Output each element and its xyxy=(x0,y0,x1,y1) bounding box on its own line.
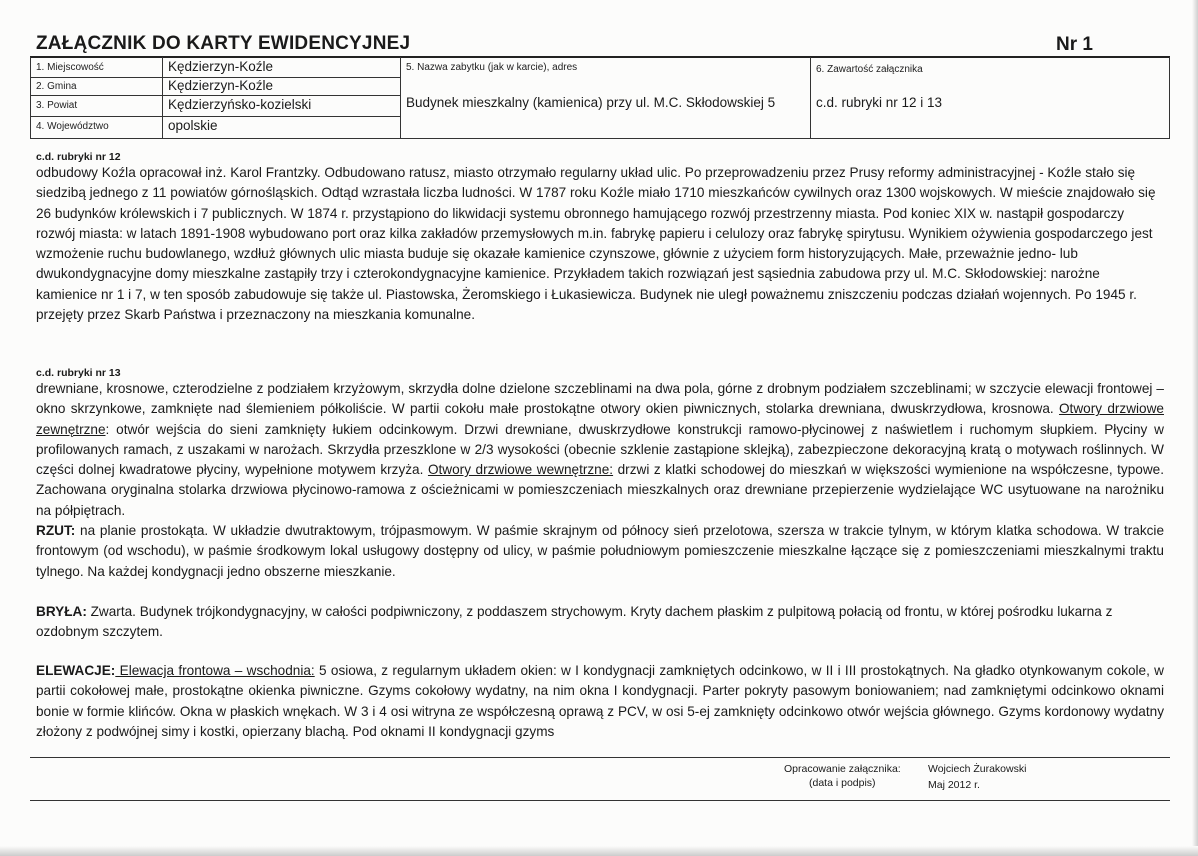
section-12-text: odbudowy Koźla opracował inż. Karol Frantzky. Odbudowano ratusz, miasto otrzymało regularny układ ulic. Po przeprowadzeniu przez Prusy reformy administracyjnej - Koźle stało się siedzibą jednego z 11 powiatów górnośląskich. Odtąd wzrastała liczba ludności. W 1787 roku Koźle miało 1710 mieszkańców cywilnych oraz 1300 wojskowych. W mieście znajdowało się 26 budynków królewskich i 7 publicznych. W 1874 r. przystąpiono do likwidacji systemu obronnego hamującego rozwój przestrzenny miasta. Pod koniec XIX w. nastąpił gospodarczy rozwój miasta: w latach 1891-1908 wybudowano port oraz kilka zakładów przemysłowych m.in. fabrykę papieru i celulozy oraz fabrykę spirytusu. Wynikiem ożywienia gospodarczego jest wzmożenie ruchu budowlanego, wzdłuż głównych ulic miasta buduje się okazałe kamienice czynszowe, głównie z użyciem form historyzujących. Małe, przeważnie jedno- lub dwukondygnacyjne domy mieszkalne zastąpiły trzy i czterokondygnacyjne kamienice. Przykładem takich rozwiązań jest sąsiednia zabudowa przy ul. M.C. Skłodowskiej: narożne kamienice nr 1 i 7, w ten sposób zabudowuje się także ul. Piastowska, Żeromskiego i Łukasiewicza. Budynek nie uległ poważnemu zniszczeniu podczas działań wojennych. Po 1945 r. przejęty przez Skarb Państwa i przeznaczony na mieszkania komunalne. xyxy=(36,165,1156,323)
field-value-locality: Kędzierzyn-Koźle xyxy=(168,59,274,74)
field-label-voivodeship: 4. Województwo xyxy=(36,121,109,132)
grid-row-divider xyxy=(30,116,400,117)
grid-divider xyxy=(810,57,811,138)
external-doors-heading: Otwory drzwiowe zewnętrzne xyxy=(36,401,1164,437)
field-value-commune: Kędzierzyn-Koźle xyxy=(168,78,274,93)
plan-text: na planie prostokąta. W układzie dwutraktowym, trójpasmowym. W paśmie skrajnym od północy sień przelotowa, szersza w trakcie tylnym, w którym klatka schodowa. W trakcie frontowym (od wschodu), w paśmie środkowym lokal usługowy dostępny od ulicy, w paśmie południowym pomieszczenie mieszkalne łączące się z pomieszczeniami mieszkalnymi traktu tylnego. Na każdej kondygnacji jedno obszerne mieszkanie. xyxy=(36,523,1164,579)
contents-label: 6. Zawartość załącznika xyxy=(816,64,923,75)
elevations-heading: ELEWACJE: xyxy=(36,663,116,678)
grid-divider xyxy=(400,57,401,138)
scan-edge-shadow xyxy=(0,846,1198,856)
internal-doors-heading: Otwory drzwiowe wewnętrzne: xyxy=(427,462,614,478)
monument-value: Budynek mieszkalny (kamienica) przy ul. M.C. Skłodowskiej 5 xyxy=(406,95,776,110)
prepared-label: Opracowanie załącznika: xyxy=(784,763,901,775)
massing-text: Zwarta. Budynek trójkondygnacyjny, w całości podpiwniczony, z poddaszem strychowym. Kryty dachem płaskim z pulpitową połacią od frontu, w której pośrodku lukarna z ozdobnym szczytem. xyxy=(36,604,1113,640)
openings-text-a: drewniane, krosnowe, czterodzielne z podziałem krzyżowym, skrzydła dolne dzielone szczeblinami na dwa pola, górne z drobnym podziałem szczeblinami; w szczycie elewacji frontowej – okno skrzynkowe, zamknięte nad ślemieniem półkoliście. W partii cokołu małe prostokątne otwory okien piwnicznych, stolarka drewniana, dwuskrzydłowa, krosnowa. xyxy=(36,381,1164,417)
author-name: Wojciech Żurakowski xyxy=(928,763,1027,775)
footer-bottom-rule xyxy=(30,800,1170,801)
attachment-number: Nr 1 xyxy=(1056,34,1093,55)
openings-text-b: : otwór wejścia do sieni zamknięty łukiem odcinkowym. Drzwi drewniane, dwuskrzydłowe konstrukcji ramowo-płycinowej z naświetlem i ruchomym słupkiem. Płyciny w profilowanych ramach, z uszakami w narożach. Skrzydła przeszklone w 2/3 wysokości (obecnie szklenie zastąpione sklejką), zabezpieczone dekoracyjną kratą o motywach roślinnych. W części dolnej kwadratowe płyciny, wypełnione motywem krzyża. xyxy=(36,421,1164,478)
footer-rule xyxy=(30,757,1170,758)
massing-heading: BRYŁA: xyxy=(36,604,87,619)
grid-row-divider xyxy=(30,95,400,96)
section-13-openings xyxy=(36,379,1164,582)
date-signature-label: (data i podpis) xyxy=(809,777,876,789)
section-13-heading: c.d. rubryki nr 13 xyxy=(36,367,121,379)
field-label-locality: 1. Miejscowość xyxy=(36,62,104,73)
elevations-text: 5 osiowa, z regularnym układem okien: w I kondygnacji zamkniętych odcinkowo, w II i III prostokątnych. Na gładko otynkowanym cokole, w partii cokołowej małe, prostokątne okienka piwniczne. Gzyms cokołowy wydatny, na nim okna I kondygnacji. Parter pokryty pasowym boniowaniem; nad zamkniętymi odcinkowo oknami bonie w formie klińców. Okna w płaskich wnękach. W 3 i 4 osi witryna ze współczesną oprawą z PCV, w osi 5-ej zamknięty odcinkowo otwór wejścia głównego. Gzyms kordonowy wydatny złożony z podwójnej simy i kostki, opierzany blachą. Pod oknami II kondygnacji gzyms xyxy=(36,663,1164,739)
front-elevation-heading: Elewacja frontowa – wschodnia: xyxy=(115,663,315,678)
grid-divider xyxy=(162,57,163,138)
scan-edge-shadow xyxy=(1192,0,1198,856)
field-value-voivodeship: opolskie xyxy=(168,118,218,133)
document-title: ZAŁĄCZNIK DO KARTY EWIDENCYJNEJ xyxy=(36,33,411,54)
section-12-heading: c.d. rubryki nr 12 xyxy=(36,151,121,163)
section-13-massing xyxy=(36,602,1164,643)
section-13-elevations xyxy=(36,661,1164,742)
field-value-county: Kędzierzyńsko-kozielski xyxy=(168,97,312,112)
openings-text-c: drzwi z klatki schodowej do mieszkań w większości wymienione na współczesne, typowe. Zachowana oryginalna stolarka drzwiowa płycinowo-ramowa z ościeżnicami w pomieszczeniach mieszkalnych oraz drewniane przepierzenie wydzielające WC usytuowane na narożniku na półpiętrach. xyxy=(36,462,1164,518)
prepared-date: Maj 2012 r. xyxy=(928,779,980,791)
contents-value: c.d. rubryki nr 12 i 13 xyxy=(816,95,943,110)
field-label-county: 3. Powiat xyxy=(36,100,78,111)
plan-heading: RZUT: xyxy=(36,523,76,539)
monument-label: 5. Nazwa zabytku (jak w karcie), adres xyxy=(406,62,578,73)
field-label-commune: 2. Gmina xyxy=(36,81,77,92)
